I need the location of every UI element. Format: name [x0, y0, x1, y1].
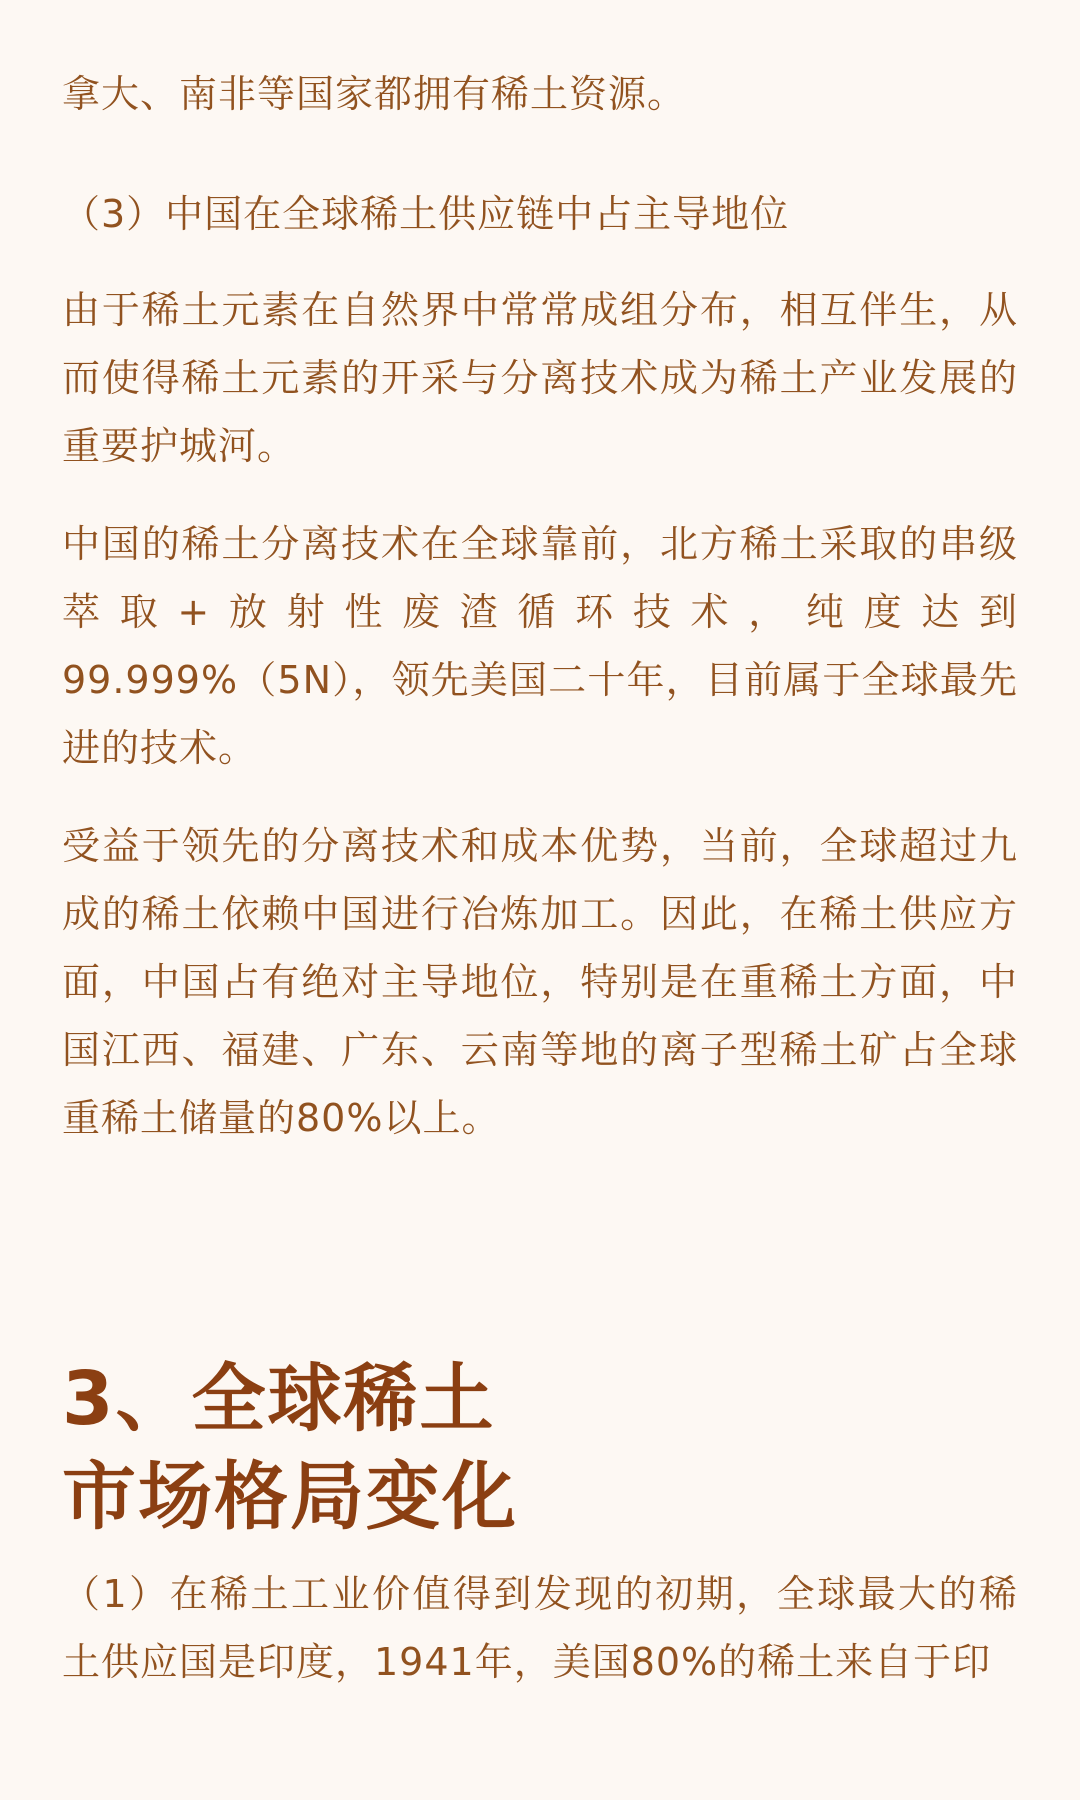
- subheading-china-dominance: （3）中国在全球稀土供应链中占主导地位: [62, 192, 790, 236]
- section-heading-line1: 3、全球稀土: [62, 1355, 496, 1442]
- paragraph-separation-tech: 中国的稀土分离技术在全球靠前，北方稀土采取的串级萃取+放射性废渣循环技术，纯度达到99.999%（5N），领先美国二十年，目前属于全球最先进的技术。: [62, 522, 1018, 770]
- paragraph-continuation: 拿大、南非等国家都拥有稀土资源。: [62, 72, 687, 116]
- paragraph-early-history: （1）在稀土工业价值得到发现的初期，全球最大的稀土供应国是印度，1941年，美国80%的稀土来自于印: [62, 1572, 1018, 1684]
- section-heading-line2: 市场格局变化: [62, 1453, 518, 1540]
- paragraph-separation-moat: 由于稀土元素在自然界中常常成组分布，相互伴生，从而使得稀土元素的开采与分离技术成为稀土产业发展的重要护城河。: [62, 288, 1018, 468]
- section-heading: [62, 1350, 1018, 1546]
- paragraph-supply-dominance: 受益于领先的分离技术和成本优势，当前，全球超过九成的稀土依赖中国进行冶炼加工。因此，在稀土供应方面，中国占有绝对主导地位，特别是在重稀土方面，中国江西、福建、广东、云南等地的离子型稀土矿占全球重稀土储量的80%以上。: [62, 824, 1018, 1140]
